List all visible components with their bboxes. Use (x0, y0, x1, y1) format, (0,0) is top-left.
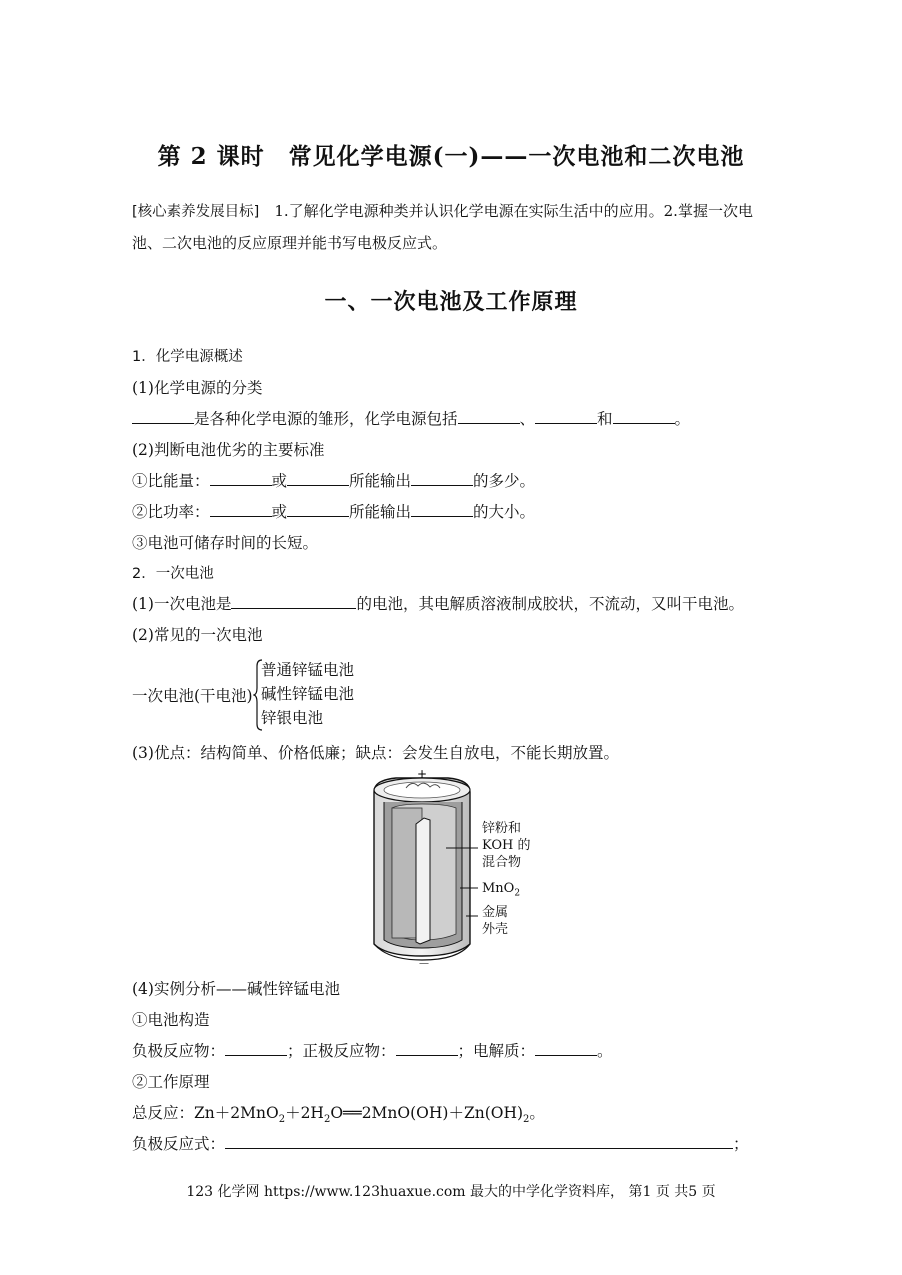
brace-item: 锌银电池 (261, 709, 324, 727)
section-title: 一、一次电池及工作原理 (324, 289, 578, 315)
line-working-principle: ②工作原理 (132, 1073, 210, 1091)
objective-text: 1.了解化学电源种类并认识化学电源在实际生活中的应用。2.掌握一次电池、二次电池的反应原理并能书写电极反应式。 (132, 202, 753, 252)
blank (225, 1133, 733, 1149)
blank (210, 501, 272, 517)
blank (225, 1040, 287, 1056)
blank (210, 470, 272, 486)
blank (458, 408, 520, 424)
brace-item: 碱性锌锰电池 (261, 685, 355, 703)
plus-terminal: + (416, 768, 428, 781)
line-storage-time: ③电池可储存时间的长短。 (132, 534, 319, 552)
line-classification: 是各种化学电源的雏形，化学电源包括 、 和 。 (132, 407, 690, 429)
blank (411, 470, 473, 486)
page-footer: 123 化学网 https://www.123huaxue.com 最大的中学化学资料库， 第1 页 共5 页 (186, 1184, 716, 1200)
minus-terminal: － (417, 957, 431, 968)
line-reactants: 负极反应物： ；正极反应物： ；电解质： 。 (132, 1042, 613, 1060)
line-specific-power: ②比功率： 或 所能输出 的大小。 (132, 503, 536, 521)
blank (287, 470, 349, 486)
alkaline-battery-diagram (366, 768, 536, 968)
blank (613, 408, 675, 424)
line-negative-electrode: 负极反应式： ； (132, 1135, 749, 1153)
line-primary-battery-def: (1)一次电池是 的电池，其电解质溶液制成胶状，不流动，又叫干电池。 (132, 595, 744, 613)
line-pros-cons: (3)优点：结构简单、价格低廉；缺点：会发生自放电，不能长期放置。 (132, 744, 619, 762)
blank (396, 1040, 458, 1056)
blank (231, 593, 356, 609)
heading-2: 2．一次电池 (132, 566, 214, 582)
subheading-1-2: (2)判断电池优劣的主要标准 (132, 441, 325, 459)
subheading-2-4: (4)实例分析——碱性锌锰电池 (132, 980, 340, 998)
heading-1: 1．化学电源概述 (132, 349, 243, 365)
core-objectives (132, 196, 772, 259)
line-battery-structure: ①电池构造 (132, 1011, 210, 1029)
blank (287, 501, 349, 517)
line-overall-reaction: 总反应：$Zn+2MnO_2+2H_2O══2MnO(OH)+Zn(OH)_2$。 (132, 1104, 545, 1126)
label-mno2: MnO$_2$ (482, 881, 521, 899)
blank (132, 408, 194, 424)
subheading-1-1: (1)化学电源的分类 (132, 379, 263, 397)
blank (535, 1040, 597, 1056)
page-title: 第 2 课时 常见化学电源(一)——一次电池和二次电池 (157, 143, 745, 170)
objective-tag: [核心素养发展目标] (132, 204, 260, 220)
subheading-2-2: (2)常见的一次电池 (132, 626, 263, 644)
blank (411, 501, 473, 517)
brace-root: 一次电池(干电池) (132, 687, 253, 705)
label-zinc-koh: 锌粉和 KOH 的 混合物 (482, 821, 531, 870)
blank (535, 408, 597, 424)
line-specific-energy: ①比能量： 或 所能输出 的多少。 (132, 472, 536, 490)
brace-item: 普通锌锰电池 (261, 661, 355, 679)
label-metal-shell: 金属 外壳 (482, 905, 509, 937)
